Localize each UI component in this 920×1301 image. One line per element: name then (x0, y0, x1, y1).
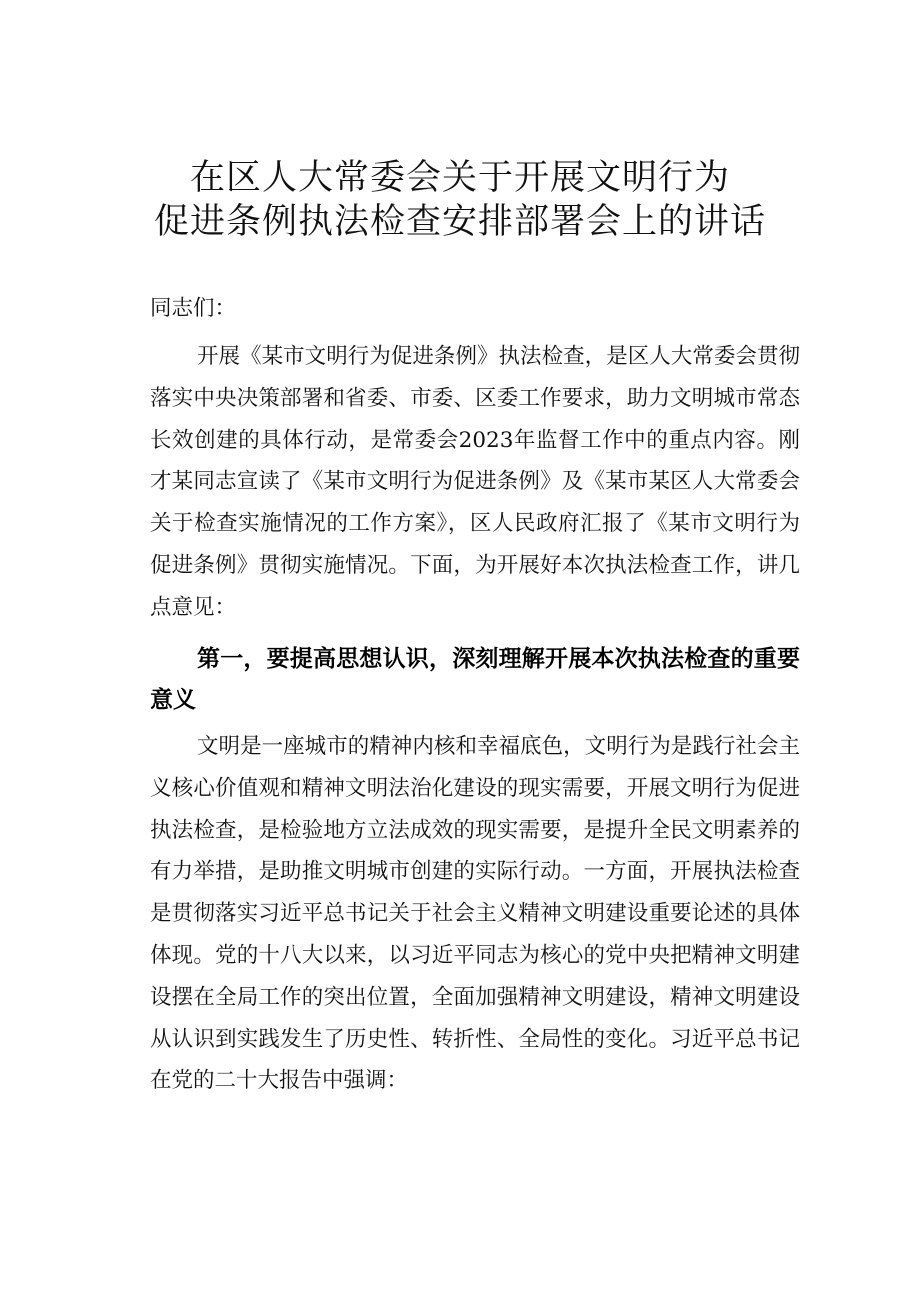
section-heading-1: 第一，要提高思想认识，深刻理解开展本次执法检查的重要意义 (150, 646, 800, 713)
paragraph-intro: 开展《某市文明行为促进条例》执法检查，是区人大常委会贯彻落实中央决策部署和省委、市委、区委工作要求，助力文明城市常态长效创建的具体行动，是常委会2023年监督工作中的重点内容。刚才某同志宣读了《某市文明行为促进条例》及《某市某区人大常委会关于检查实施情况的工作方案》，区人民政府汇报了《某市文明行为促进条例》贯彻实施情况。下面，为开展好本次执法检查工作，讲几点意见： (150, 344, 800, 620)
greeting: 同志们： (150, 296, 237, 321)
paragraph-section-1: 文明是一座城市的精神内核和幸福底色，文明行为是践行社会主义核心价值观和精神文明法治化建设的现实需要，开展文明行为促进执法检查，是检验地方立法成效的现实需要，是提升全民文明素养的有力举措，是助推文明城市创建的实际行动。一方面，开展执法检查是贯彻落实习近平总书记关于社会主义精神文明建设重要论述的具体体现。党的十八大以来，以习近平同志为核心的党中央把精神文明建设摆在全局工作的突出位置，全面加强精神文明建设，精神文明建设从认识到实践发生了历史性、转折性、全局性的变化。习近平总书记在党的二十大报告中强调： (150, 734, 800, 1094)
document-title-line-1: 在区人大常委会关于开展文明行为 (189, 158, 730, 198)
document-title-line-2: 促进条例执法检查安排部署会上的讲话 (153, 202, 766, 242)
